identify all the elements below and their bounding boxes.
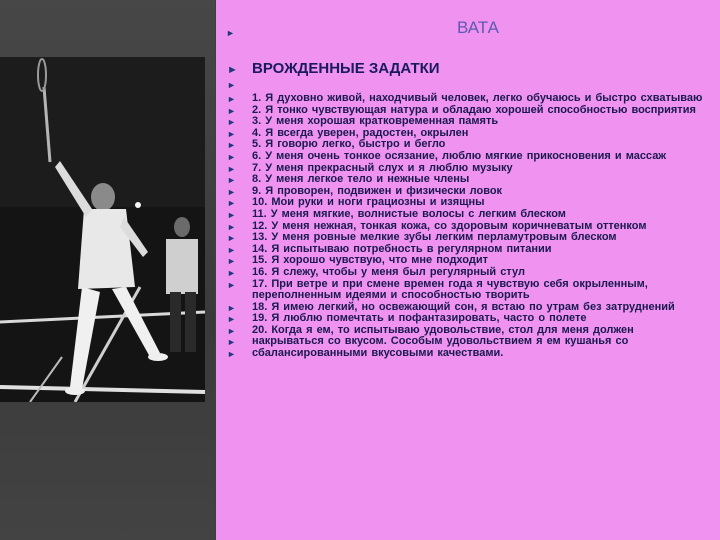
bullet-arrow-icon: ► [227,209,236,220]
slide-title: ВАТА [457,18,499,37]
spacer-bullet: ► [227,80,236,90]
list-item [216,348,720,360]
traits-list [216,93,720,360]
item-text: 8. У меня легкое тело и нежные члены [252,173,470,186]
tennis-player-photo [0,57,205,402]
item-text: накрываться со вкусом. Сособым удовольствием я ем кушанья со [252,335,629,348]
item-text: 1. Я духовно живой, находчивый человек, легко обучаюсь и быстро схватываю [252,92,703,104]
bullet-arrow-icon: ► [227,221,236,232]
bullet-arrow-icon: ► [227,198,236,209]
item-text: 6. У меня очень тонкое осязание, люблю мягкие прикосновения и массаж [252,149,667,162]
bullet-arrow-icon: ► [227,279,236,290]
item-text: 16. Я слежу, чтобы у меня был регулярный стул [252,265,525,278]
bullet-arrow-icon: ► [227,349,236,360]
bullet-arrow-icon: ► [227,256,236,267]
slide-heading: ВРОЖДЕННЫЕ ЗАДАТКИ [252,60,440,77]
item-text: 11. У меня мягкие, волнистые волосы с легким блеском [252,207,566,220]
item-text: 14. Я испытываю потребность в регулярном питании [252,242,552,255]
list-item [216,279,720,302]
item-text: 3. У меня хорошая кратковременная память [252,115,499,128]
title-bullet: ► [226,28,235,38]
bullet-arrow-icon: ► [227,337,236,348]
bullet-arrow-icon: ► [227,314,236,325]
heading-bullet: ► [227,64,238,76]
bullet-arrow-icon: ► [227,233,236,244]
bullet-arrow-icon: ► [227,186,236,197]
item-text: 12. У меня нежная, тонкая кожа, со здоровым коричневатым оттенком [252,219,647,232]
item-text: 20. Когда я ем, то испытываю удовольствие, стол для меня должен [252,323,634,336]
item-text: 17. При ветре и при смене времен года я чувствую себя окрыленным, переполненным идеями и способностью творить [252,277,648,302]
bullet-arrow-icon: ► [227,128,236,139]
item-text: 7. У меня прекрасный слух и я люблю музыку [252,161,513,174]
bullet-arrow-icon: ► [227,175,236,186]
item-text: 18. Я имею легкий, но освежающий сон, я встаю по утрам без затруднений [252,300,675,313]
bullet-arrow-icon: ► [227,163,236,174]
bullet-arrow-icon: ► [227,151,236,162]
bullet-arrow-icon: ► [227,94,236,104]
bullet-arrow-icon: ► [227,302,236,313]
bullet-arrow-icon: ► [227,140,236,151]
bullet-arrow-icon: ► [227,244,236,255]
item-text: 5. Я говорю легко, быстро и бегло [252,138,446,151]
bullet-arrow-icon: ► [227,105,236,116]
bullet-arrow-icon: ► [227,325,236,336]
item-text: 2. Я тонко чувствующая натура и обладаю хорошей способностью восприятия [252,103,696,116]
item-text: 4. Я всегда уверен, радостен, окрылен [252,126,469,139]
item-text: 9. Я проворен, подвижен и физически ловок [252,184,503,197]
bullet-arrow-icon: ► [227,117,236,128]
item-text: 13. У меня ровные мелкие зубы легким перламутровым блеском [252,231,617,244]
slide-content [216,0,720,540]
bullet-arrow-icon: ► [227,267,236,278]
item-text: 15. Я хорошо чувствую, что мне подходит [252,254,488,267]
item-text: 19. Я люблю помечтать и пофантазировать, часто о полете [252,312,587,325]
item-text: сбалансированными вкусовыми качествами. [252,347,504,360]
item-text: 10. Мои руки и ноги грациозны и изящны [252,196,485,209]
